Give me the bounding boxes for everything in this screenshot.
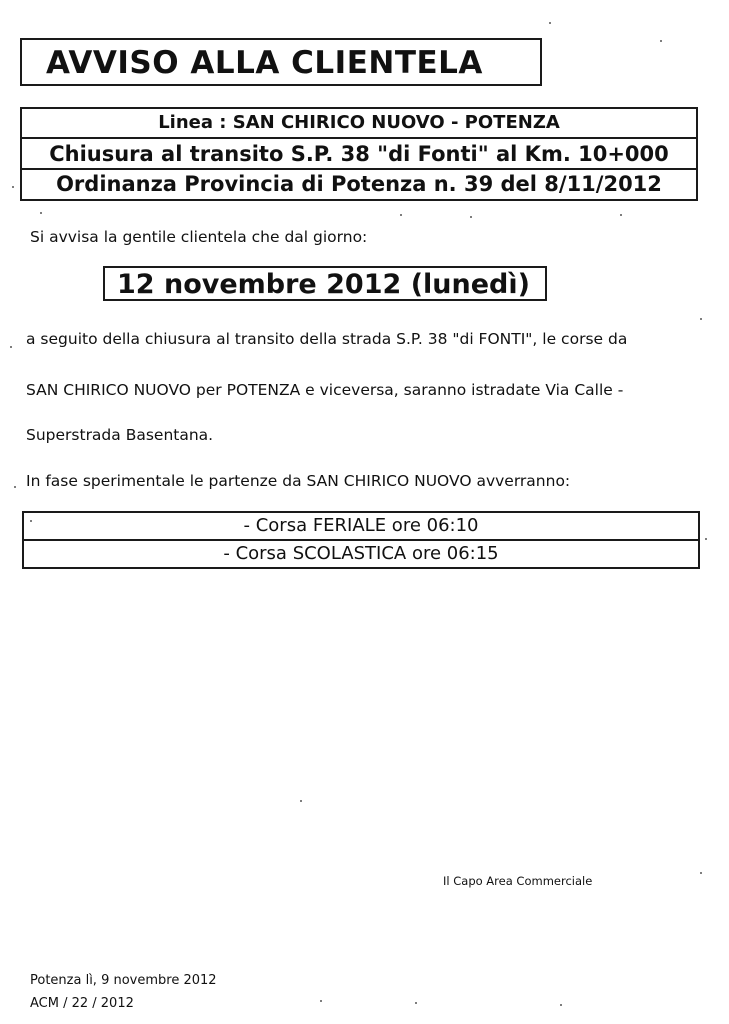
body-line-2: SAN CHIRICO NUOVO per POTENZA e viceversa, saranno istradate Via Calle - [26,381,624,399]
body-line-1: a seguito della chiusura al transito della strada S.P. 38 "di FONTI", le corse da [26,330,628,348]
closure-row: Chiusura al transito S.P. 38 "di Fonti" al Km. 10+000 [22,139,696,170]
route-line-row: Linea : SAN CHIRICO NUOVO - POTENZA [22,109,696,139]
notice-title-box [20,38,542,86]
footer-place-date: Potenza lì, 9 novembre 2012 [30,973,217,988]
signature-title: Il Capo Area Commerciale [443,874,593,888]
footer-reference: ACM / 22 / 2012 [30,996,134,1011]
intro-text: Si avvisa la gentile clientela che dal giorno: [30,228,368,246]
experimental-text: In fase sperimentale le partenze da SAN CHIRICO NUOVO avverranno: [26,472,571,490]
departure-schedule-table [22,511,700,569]
notice-title: AVVISO ALLA CLIENTELA [46,45,483,81]
route-info-table [20,107,698,201]
body-line-3: Superstrada Basentana. [26,426,214,444]
schedule-row-feriale: - Corsa FERIALE ore 06:10 [24,513,698,541]
schedule-row-scolastica: - Corsa SCOLASTICA ore 06:15 [223,543,499,564]
ordinance-row: Ordinanza Provincia di Potenza n. 39 del 8/11/2012 [56,172,662,196]
effective-date-box: 12 novembre 2012 (lunedì) [103,266,547,301]
